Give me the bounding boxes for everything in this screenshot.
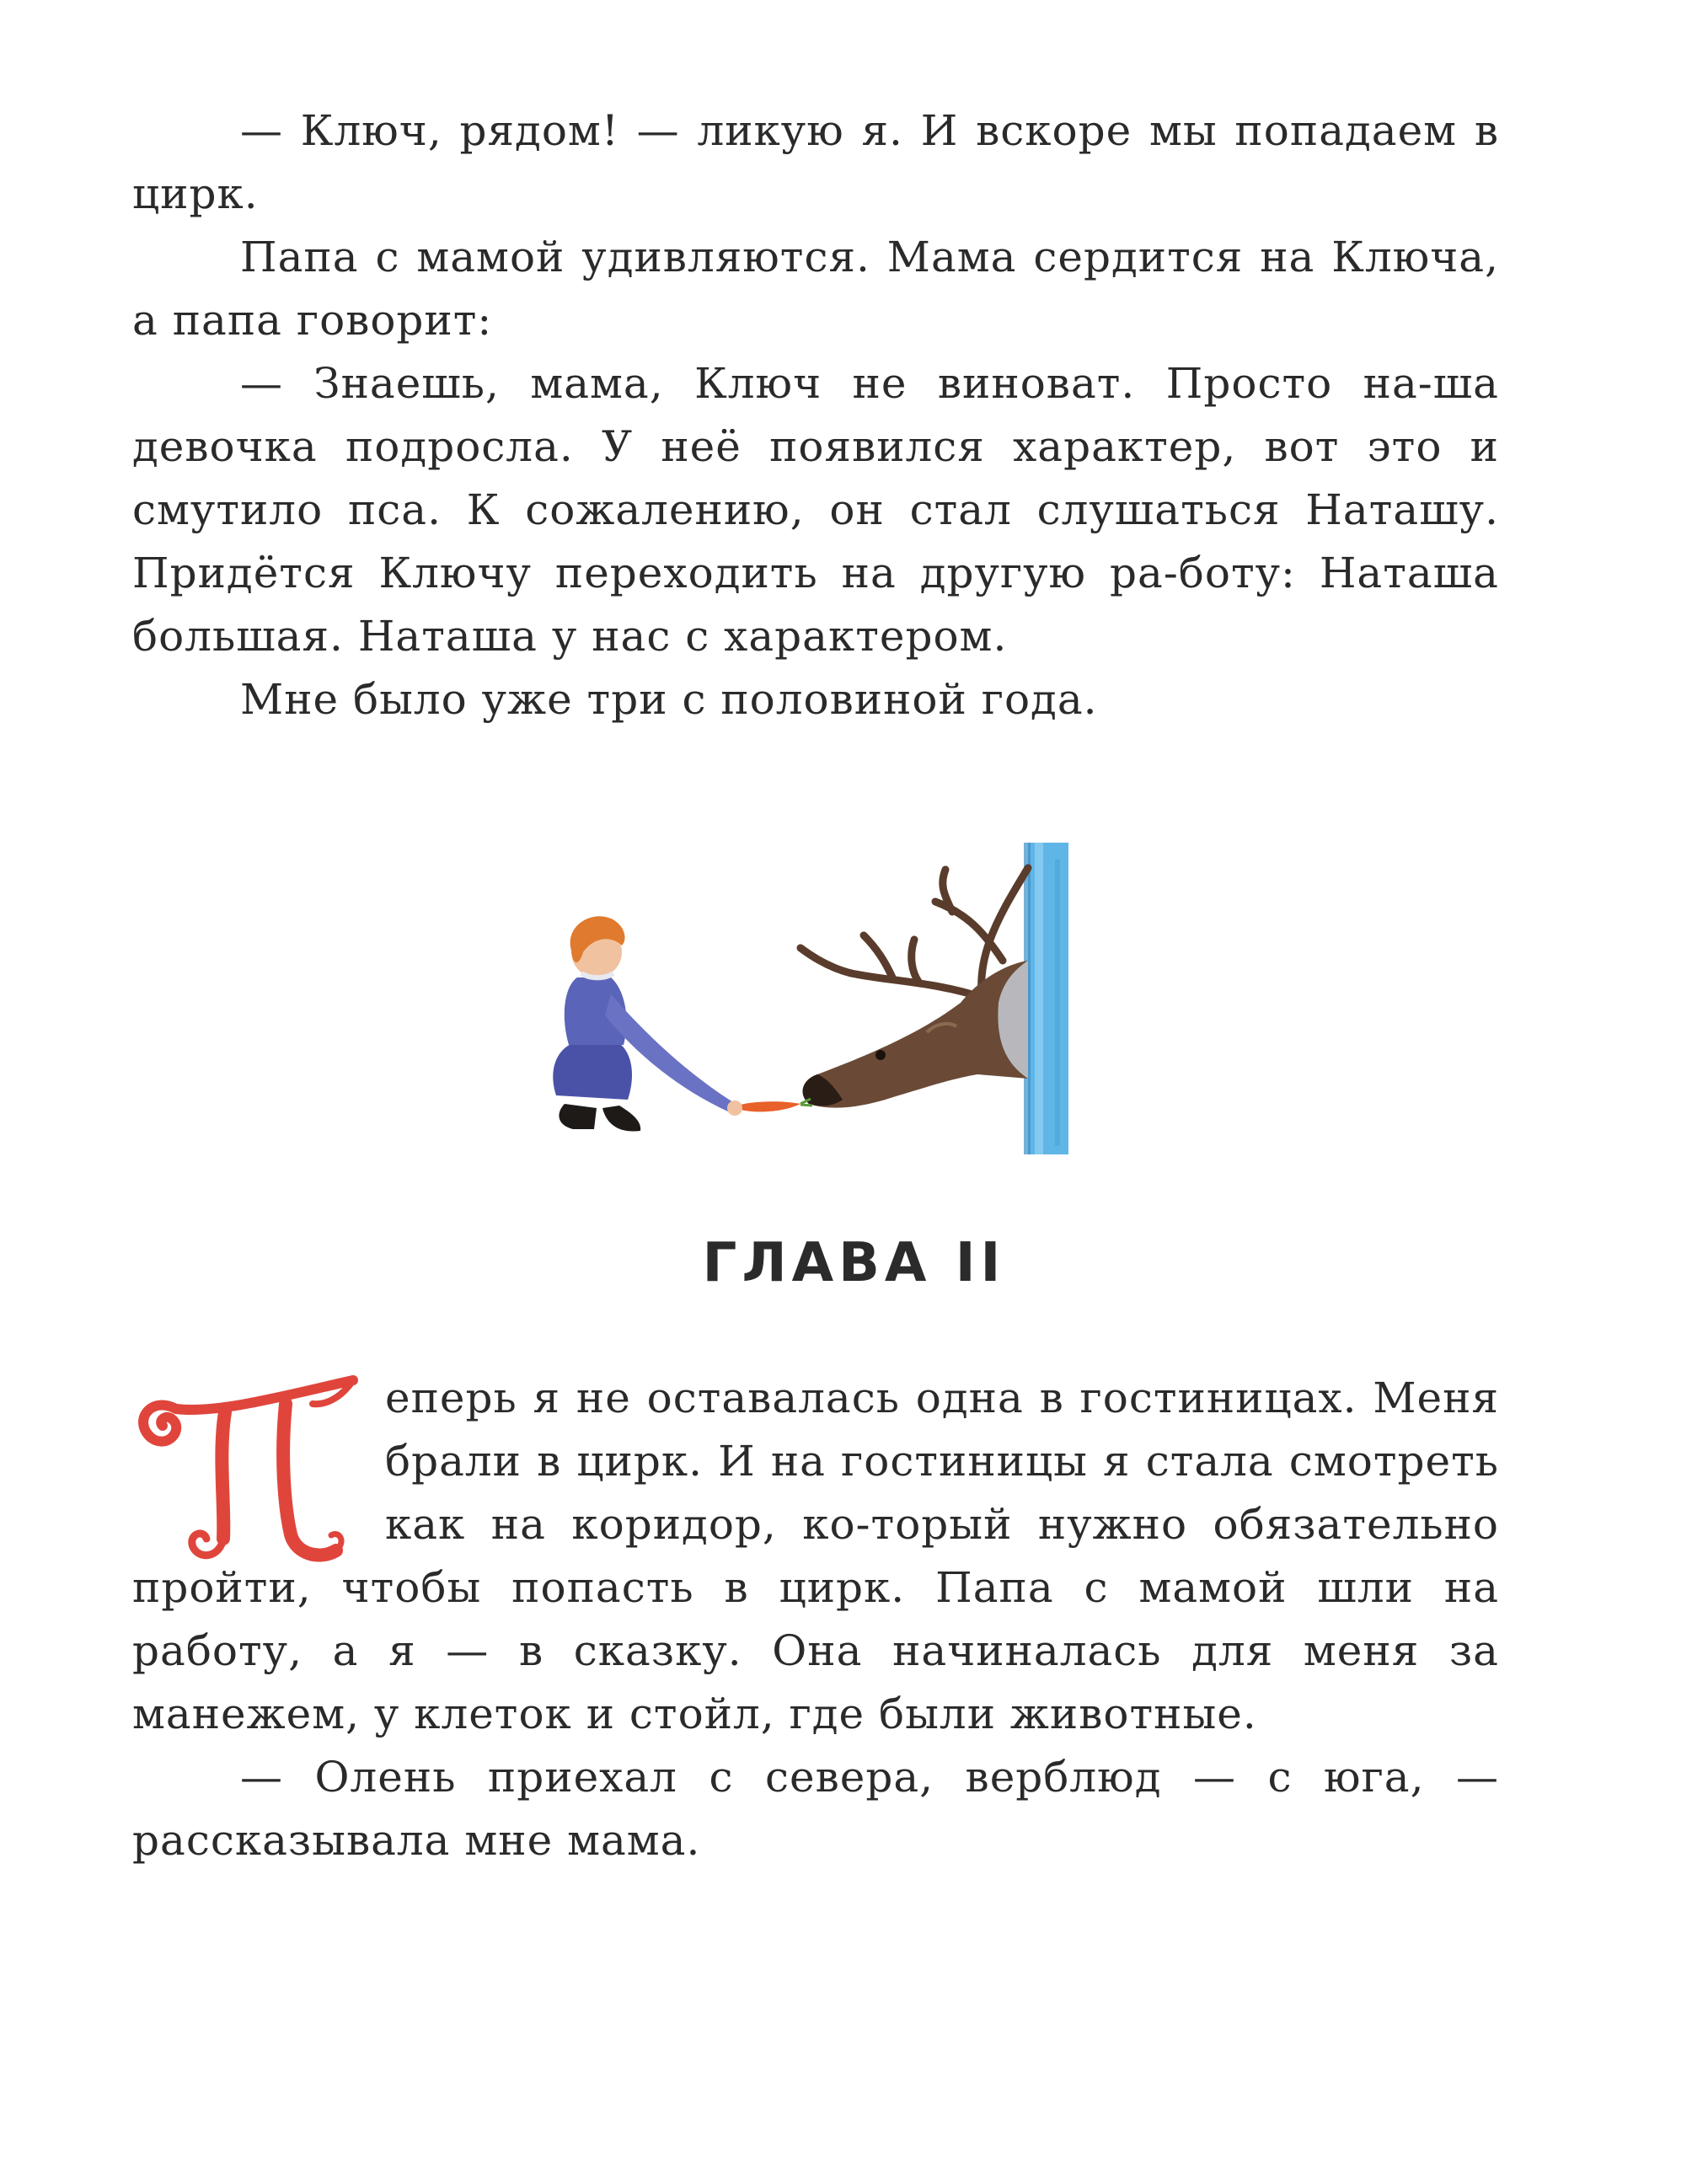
blue-pillar [1024,843,1068,1154]
illustration-girl-feeding-reindeer [531,834,1112,1163]
paragraph: — Ключ, рядом! — ликую я. И вскоре мы попадаем в цирк. [132,106,1499,218]
paragraph: Мне было уже три с половиной года. [240,675,1098,724]
text-section-top [132,99,1499,731]
dropcap-letter-t-icon [126,1362,378,1564]
paragraph: — Знаешь, мама, Ключ не виноват. Просто на-ша девочка подросла. У неё появился характер, вот это и смутило пса. К сожалению, он стал слушаться Наташу. Придётся Ключу переходить на другую ра-боту: Наташа большая. Наташа у нас с характером. [132,359,1499,661]
girl-figure [553,916,742,1131]
carrot [737,1099,812,1111]
paragraph: — Олень приехал с севера, верблюд — с юга, — рассказывала мне мама. [132,1753,1499,1865]
paragraph: Папа с мамой удивляются. Мама сердится на Ключа, а папа говорит: [132,233,1499,345]
dropcap [132,1367,385,1556]
dropcap-text [132,1367,133,1368]
text-section-bottom [132,1367,1499,1872]
chapter-title: ГЛАВА II [702,1232,1006,1294]
illustration-svg [531,834,1112,1163]
paragraph: еперь я не оставалась одна в гостиницах. Меня брали в цирк. И на гостиницы я стала смотреть как на коридор, ко-торый нужно обязательно пройти, чтобы попасть в цирк. Папа с мамой шли на работу, а я — в сказку. Она начиналась для меня за манежем, у клеток и стойл, где были животные. [132,1374,1499,1738]
